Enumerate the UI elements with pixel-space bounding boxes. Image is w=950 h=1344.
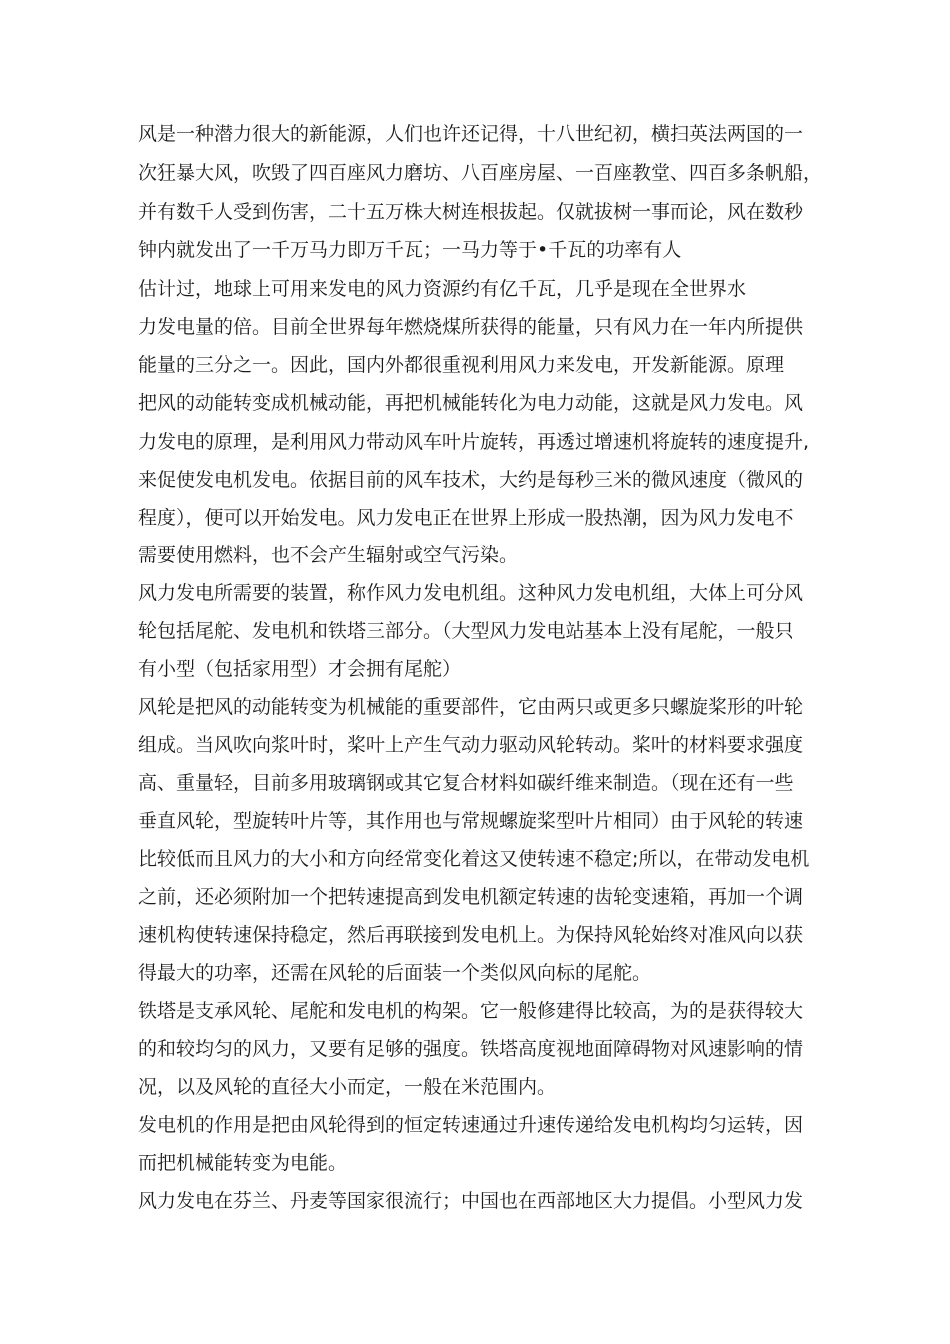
text-line: 铁塔是支承风轮、尾舵和发电机的构架。它一般修建得比较高，为的是获得较大	[138, 1000, 804, 1022]
text-line: 发电机的作用是把由风轮得到的恒定转速通过升速传递给发电机构均匀运转，因	[138, 1114, 804, 1136]
text-line: 有小型（包括家用型）才会拥有尾舵）	[138, 658, 462, 680]
text-line: 来促使发电机发电。依据目前的风车技术，大约是每秒三米的微风速度（微风的	[138, 469, 804, 491]
text-line: 力发电的原理，是利用风力带动风车叶片旋转，再透过增速机将旋转的速度提升,	[138, 431, 810, 453]
text-line: 钟内就发出了一千万马力即万千瓦；一马力等于•千瓦的功率有人	[138, 239, 682, 261]
text-line: 组成。当风吹向浆叶时，桨叶上产生气动力驱动风轮转动。桨叶的材料要求强度	[138, 734, 804, 756]
text-line: 次狂暴大风，吹毁了四百座风力磨坊、八百座房屋、一百座教堂、四百多条帆船，	[138, 162, 823, 184]
text-line: 比较低而且风力的大小和方向经常变化着这又使转速不稳定;所以，在带动发电机	[138, 848, 810, 870]
text-line: 把风的动能转变成机械动能，再把机械能转化为电力动能，这就是风力发电。风	[138, 392, 804, 414]
text-line: 需要使用燃料，也不会产生辐射或空气污染。	[138, 544, 519, 566]
text-line: 能量的三分之一。因此，国内外都很重视利用风力来发电，开发新能源。原理	[138, 354, 785, 376]
text-line: 之前，还必须附加一个把转速提高到发电机额定转速的齿轮变速箱，再加一个调	[138, 886, 804, 908]
text-line: 的和较均匀的风力，又要有足够的强度。铁塔高度视地面障碍物对风速影响的情	[138, 1038, 804, 1060]
text-line: 垂直风轮，型旋转叶片等，其作用也与常规螺旋桨型叶片相同）由于风轮的转速	[138, 810, 804, 832]
text-line: 风是一种潜力很大的新能源，人们也许还记得，十八世纪初，横扫英法两国的一	[138, 123, 804, 145]
text-line: 程度），便可以开始发电。风力发电正在世界上形成一股热潮，因为风力发电不	[138, 507, 794, 529]
text-line: 力发电量的倍。目前全世界每年燃烧煤所获得的能量，只有风力在一年内所提供	[138, 316, 804, 338]
text-line: 风轮是把风的动能转变为机械能的重要部件，它由两只或更多只螺旋桨形的叶轮	[138, 696, 804, 718]
text-line: 而把机械能转变为电能。	[138, 1152, 348, 1174]
text-line: 估计过，地球上可用来发电的风力资源约有亿千瓦，几乎是现在全世界水	[138, 278, 747, 300]
text-line: 速机构使转速保持稳定，然后再联接到发电机上。为保持风轮始终对准风向以获	[138, 924, 804, 946]
text-line: 轮包括尾舵、发电机和铁塔三部分。（大型风力发电站基本上没有尾舵，一般只	[138, 620, 794, 642]
text-line: 风力发电所需要的装置，称作风力发电机组。这种风力发电机组，大体上可分风	[138, 582, 804, 604]
text-line: 高、重量轻，目前多用玻璃钢或其它复合材料如碳纤维来制造。（现在还有一些	[138, 772, 794, 794]
text-line: 并有数千人受到伤害，二十五万株大树连根拔起。仅就拔树一事而论，风在数秒	[138, 201, 804, 223]
text-line: 得最大的功率，还需在风轮的后面装一个类似风向标的尾舵。	[138, 962, 652, 984]
text-line: 况，以及风轮的直径大小而定，一般在米范围内。	[138, 1076, 557, 1098]
text-line: 风力发电在芬兰、丹麦等国家很流行；中国也在西部地区大力提倡。小型风力发	[138, 1190, 804, 1212]
